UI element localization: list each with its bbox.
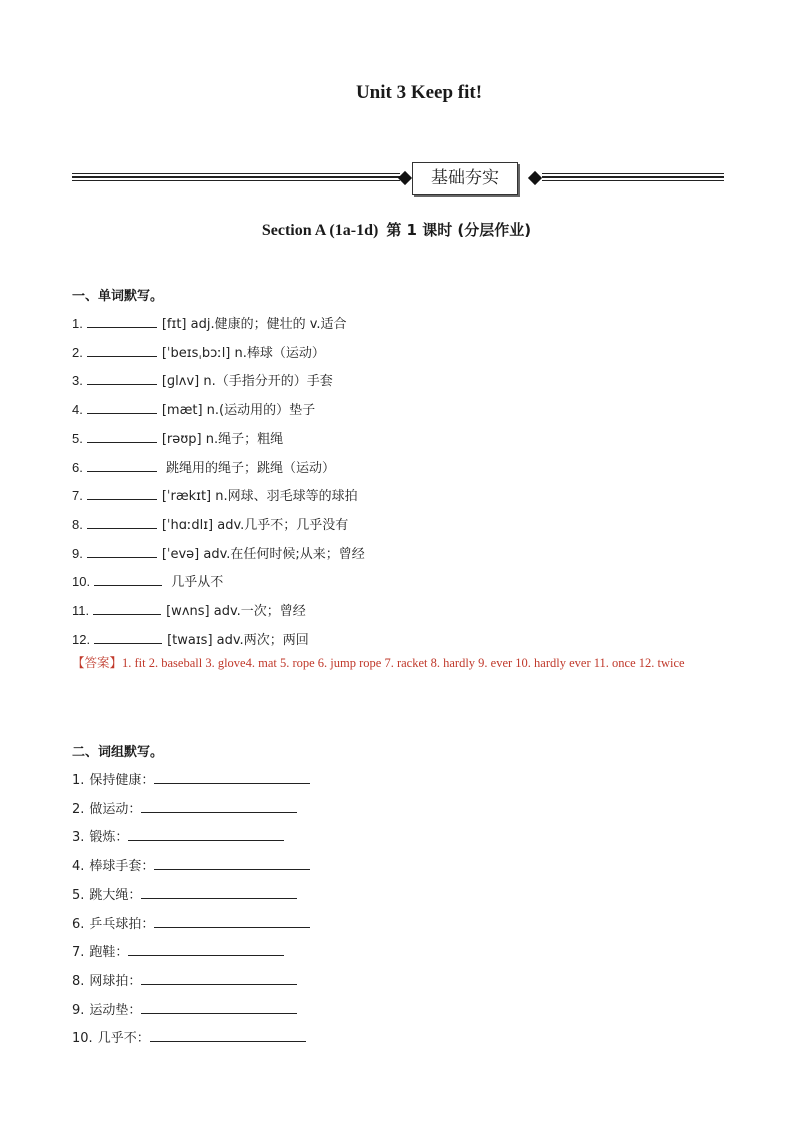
section-title xyxy=(0,219,793,240)
item-prompt: 网球拍： xyxy=(89,973,142,989)
answer-blank[interactable] xyxy=(87,487,157,500)
answer-blank[interactable] xyxy=(94,631,162,644)
item-definition: [mæt] n.(运动用的）垫子 xyxy=(161,403,316,419)
answer-blank[interactable] xyxy=(141,1001,297,1014)
item-number: 11. xyxy=(72,603,90,618)
answer-blank[interactable] xyxy=(93,602,161,615)
answer-blank[interactable] xyxy=(128,943,284,956)
answer-blank[interactable] xyxy=(87,430,157,443)
item-number: 7. xyxy=(72,945,85,961)
answer-blank[interactable] xyxy=(94,573,162,586)
answer-blank[interactable] xyxy=(141,800,297,813)
item-definition: [fɪt] adj.健康的；健壮的 v.适合 xyxy=(161,317,347,332)
list-item xyxy=(72,798,297,817)
list-item xyxy=(72,571,223,590)
section-title-cn: 第 1 课时 (分层作业) xyxy=(386,221,532,239)
item-definition: [ˈhɑːdlɪ] adv.几乎不；几乎没有 xyxy=(161,517,349,533)
section-title-en: Section A (1a-1d) xyxy=(261,222,379,239)
list-item xyxy=(72,769,310,788)
item-number: 4. xyxy=(72,859,85,875)
list-item xyxy=(72,855,310,874)
item-definition: [ˈbeɪsˌbɔːl] n.棒球（运动） xyxy=(161,345,325,361)
list-item xyxy=(72,600,306,619)
item-number: 9. xyxy=(72,1002,85,1018)
item-prompt: 锻炼： xyxy=(89,830,129,846)
list-item xyxy=(72,999,297,1018)
answer-tag: 【答案】 xyxy=(72,655,123,670)
answer-blank[interactable] xyxy=(87,372,157,385)
answer-blank[interactable] xyxy=(154,857,310,870)
part2-heading: 二、词组默写。 xyxy=(72,745,164,760)
list-item xyxy=(72,913,310,932)
item-number: 5. xyxy=(72,430,83,446)
answer-blank[interactable] xyxy=(141,886,297,899)
item-prompt: 跳大绳： xyxy=(89,887,142,903)
item-number: 2. xyxy=(72,344,83,360)
answer-blank[interactable] xyxy=(87,401,157,414)
item-number: 9. xyxy=(72,545,83,561)
banner-label: 基础夯实 xyxy=(412,162,518,195)
list-item xyxy=(72,313,347,332)
answer-blank[interactable] xyxy=(87,315,157,328)
item-number: 5. xyxy=(72,887,85,903)
item-definition: [ˈevə] adv.在任何时候;从来；曾经 xyxy=(161,546,365,562)
section-banner xyxy=(72,162,724,198)
item-definition: [ɡlʌv] n.（手指分开的）手套 xyxy=(161,374,333,390)
item-prompt: 几乎不： xyxy=(97,1031,150,1047)
answer-block xyxy=(72,648,732,678)
item-number: 1. xyxy=(72,773,85,788)
list-item xyxy=(72,342,325,361)
item-prompt: 乒乓球拍： xyxy=(89,916,155,932)
item-definition: 跳绳用的绳子；跳绳（运动） xyxy=(161,460,335,476)
item-number: 7. xyxy=(72,488,83,504)
list-item xyxy=(72,457,335,476)
item-prompt: 做运动： xyxy=(89,801,142,817)
item-number: 3. xyxy=(72,830,85,846)
answer-blank[interactable] xyxy=(87,545,157,558)
part1-heading: 一、单词默写。 xyxy=(72,289,164,304)
answer-blank[interactable] xyxy=(128,828,284,841)
item-definition: [wʌns] adv.一次；曾经 xyxy=(166,604,306,619)
list-item xyxy=(72,370,333,389)
answer-text: 1. fit 2. baseball 3. glove4. mat 5. rope 6. jump rope 7. racket 8. hardly 9. ever 10. hardly ever 11. once 12. twice xyxy=(122,656,685,670)
item-prompt: 保持健康： xyxy=(89,773,155,788)
list-item xyxy=(72,485,358,504)
item-prompt: 棒球手套： xyxy=(89,859,155,875)
item-number: 6. xyxy=(72,459,83,475)
item-number: 8. xyxy=(72,516,83,532)
answer-blank[interactable] xyxy=(87,344,157,357)
answer-blank[interactable] xyxy=(150,1029,306,1042)
list-item xyxy=(72,884,297,903)
diamond-icon xyxy=(398,171,412,185)
item-number: 1. xyxy=(72,316,83,331)
answer-blank[interactable] xyxy=(154,915,310,928)
page-title: Unit 3 Keep fit! xyxy=(355,82,483,103)
list-item xyxy=(72,826,284,845)
banner-rule-right xyxy=(542,173,724,184)
item-number: 3. xyxy=(72,373,83,389)
item-number: 4. xyxy=(72,402,83,418)
list-item xyxy=(72,1027,306,1046)
answer-blank[interactable] xyxy=(87,516,157,529)
item-number: 2. xyxy=(72,801,85,817)
list-item xyxy=(72,514,348,533)
item-definition: [rəʊp] n.绳子；粗绳 xyxy=(161,431,284,447)
banner-rule-left xyxy=(72,173,400,184)
item-number: 10. xyxy=(72,1031,93,1047)
list-item xyxy=(72,629,309,648)
answer-blank[interactable] xyxy=(141,972,297,985)
diamond-icon xyxy=(528,171,542,185)
item-prompt: 跑鞋： xyxy=(89,945,129,961)
item-number: 8. xyxy=(72,973,85,989)
answer-blank[interactable] xyxy=(87,459,157,472)
item-number: 10. xyxy=(72,574,91,590)
item-definition: [ˈrækɪt] n.网球、羽毛球等的球拍 xyxy=(161,489,358,505)
item-number: 6. xyxy=(72,916,85,932)
item-prompt: 运动垫： xyxy=(89,1002,142,1018)
answer-blank[interactable] xyxy=(154,771,310,784)
list-item xyxy=(72,543,365,562)
item-definition: [twaɪs] adv.两次；两回 xyxy=(167,632,309,648)
list-item xyxy=(72,399,315,418)
list-item xyxy=(72,428,283,447)
list-item xyxy=(72,941,284,960)
item-number: 12. xyxy=(72,631,91,647)
list-item xyxy=(72,970,297,989)
item-definition: 几乎从不 xyxy=(167,575,224,591)
